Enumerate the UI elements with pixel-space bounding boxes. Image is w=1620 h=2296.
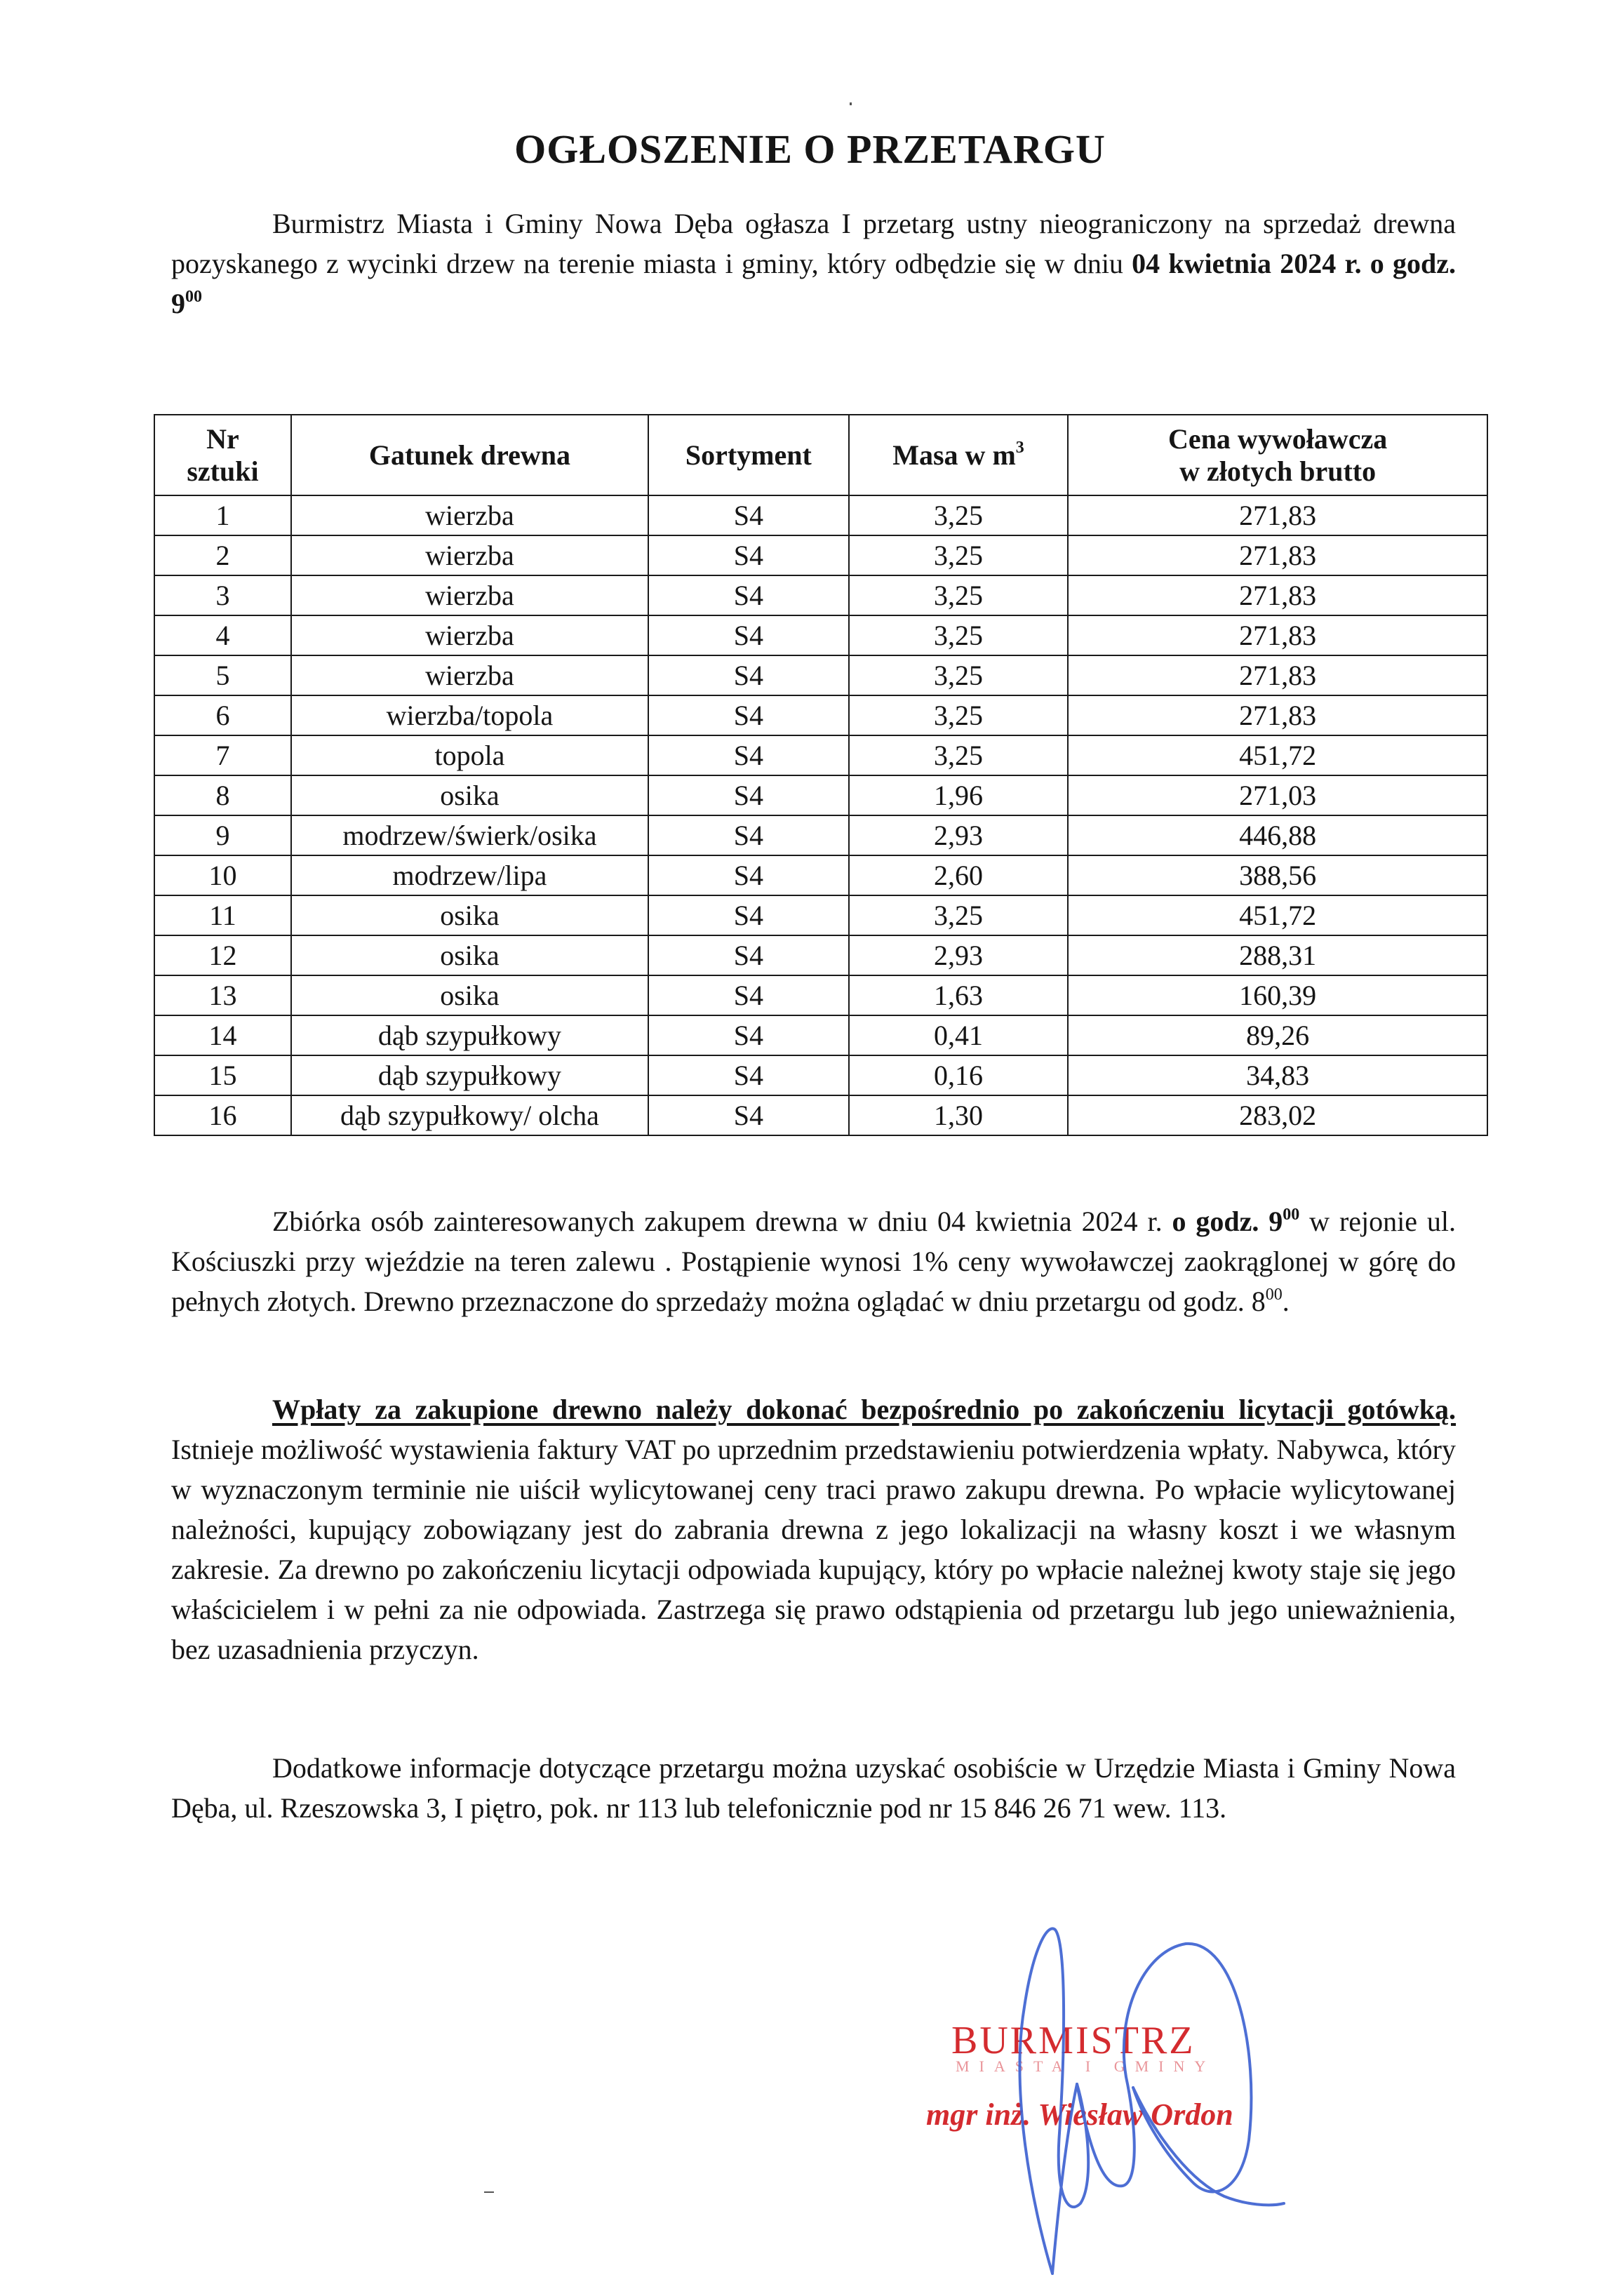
header-price: Cena wywoławcza w złotych brutto (1068, 415, 1487, 495)
cell-nr: 11 (154, 895, 291, 935)
cell-nr: 1 (154, 495, 291, 535)
header-mass: Masa w $m^3$ (849, 415, 1069, 495)
auction-time-minutes: 00 (185, 287, 202, 306)
cell-assortment: S4 (648, 815, 849, 855)
cell-assortment: S4 (648, 735, 849, 775)
cell-nr: 7 (154, 735, 291, 775)
cell-nr: 5 (154, 655, 291, 695)
cell-species: osika (291, 775, 648, 815)
auction-date: 04 kwietnia 2024 r. o godz. 9 (171, 248, 1456, 319)
cell-nr: 6 (154, 695, 291, 735)
cell-mass: 3,25 (849, 655, 1069, 695)
table-header-row (154, 415, 1487, 495)
cell-assortment: S4 (648, 1095, 849, 1135)
cell-price: 160,39 (1068, 975, 1487, 1015)
cell-species: modrzew/lipa (291, 855, 648, 895)
cell-assortment: S4 (648, 575, 849, 615)
signature-icon (982, 1909, 1291, 2288)
intro-paragraph (171, 203, 1456, 323)
cell-mass: 3,25 (849, 695, 1069, 735)
table-row (154, 695, 1487, 735)
cell-species: topola (291, 735, 648, 775)
table-row (154, 1055, 1487, 1095)
cell-mass: 1,30 (849, 1095, 1069, 1135)
stamp-title: BURMISTRZ (951, 2019, 1196, 2062)
cell-price: 271,83 (1068, 695, 1487, 735)
table-row (154, 535, 1487, 575)
table-row (154, 1015, 1487, 1055)
cell-mass: 3,25 (849, 575, 1069, 615)
table-row (154, 495, 1487, 535)
scan-speck (850, 102, 852, 105)
cell-price: 89,26 (1068, 1015, 1487, 1055)
table-row (154, 1095, 1487, 1135)
cell-species: wierzba (291, 535, 648, 575)
cell-species: wierzba (291, 575, 648, 615)
cell-mass: 1,96 (849, 775, 1069, 815)
payment-notice: Wpłaty za zakupione drewno należy dokonać bezpośrednio po zakończeniu licytacji gotówką. (272, 1394, 1456, 1425)
cell-mass: 1,63 (849, 975, 1069, 1015)
cell-nr: 12 (154, 935, 291, 975)
page-title: OGŁOSZENIE O PRZETARGU (514, 126, 1106, 172)
cell-assortment: S4 (648, 975, 849, 1015)
cell-price: 271,83 (1068, 615, 1487, 655)
cell-mass: 0,41 (849, 1015, 1069, 1055)
cell-nr: 4 (154, 615, 291, 655)
stamp-name: mgr inż. Wiesław Ordon (926, 2097, 1233, 2132)
table-row (154, 975, 1487, 1015)
cell-assortment: S4 (648, 495, 849, 535)
gathering-paragraph: Zbiórka osób zainteresowanych zakupem drewna w dniu 04 kwietnia 2024 r. o godz. $9^{00}$ w rejonie ul. Kościuszki przy wjeździe na teren zalewu . Postąpienie wynosi 1% ceny wywoławczej zaokrąglonej w górę do pełnych złotych. Drewno przeznaczone do sprzedaży można oglądać w dniu przetargu od godz. $8^{00}$. (171, 1205, 1456, 1317)
cell-species: osika (291, 975, 648, 1015)
cell-assortment: S4 (648, 1015, 849, 1055)
header-assortment: Sortyment (648, 415, 849, 495)
cell-price: 446,88 (1068, 815, 1487, 855)
table-row (154, 655, 1487, 695)
cell-nr: 13 (154, 975, 291, 1015)
header-species: Gatunek drewna (291, 415, 648, 495)
cell-assortment: S4 (648, 655, 849, 695)
cell-price: 451,72 (1068, 735, 1487, 775)
cell-species: osika (291, 895, 648, 935)
cell-nr: 14 (154, 1015, 291, 1055)
cell-mass: 2,93 (849, 935, 1069, 975)
cell-nr: 8 (154, 775, 291, 815)
cell-assortment: S4 (648, 615, 849, 655)
viewing-time-minutes: 00 (1265, 1285, 1283, 1304)
cell-price: 271,83 (1068, 655, 1487, 695)
cell-assortment: S4 (648, 535, 849, 575)
cell-nr: 10 (154, 855, 291, 895)
cell-mass: 3,25 (849, 495, 1069, 535)
scan-speck (484, 2191, 494, 2193)
cell-mass: 0,16 (849, 1055, 1069, 1095)
cell-price: 388,56 (1068, 855, 1487, 895)
cell-species: dąb szypułkowy/ olcha (291, 1095, 648, 1135)
intro-text: Burmistrz Miasta i Gminy Nowa Dęba ogłasza I przetarg ustny nieograniczony na sprzedaż drewna pozyskanego z wycinki drzew na terenie miasta i gminy, który odbędzie się w dniu (171, 208, 1456, 279)
cell-price: 271,83 (1068, 575, 1487, 615)
cell-mass: 3,25 (849, 735, 1069, 775)
cell-price: 271,03 (1068, 775, 1487, 815)
cell-assortment: S4 (648, 775, 849, 815)
cell-nr: 3 (154, 575, 291, 615)
cell-nr: 2 (154, 535, 291, 575)
cell-species: dąb szypułkowy (291, 1015, 648, 1055)
cell-assortment: S4 (648, 1055, 849, 1095)
cell-price: 34,83 (1068, 1055, 1487, 1095)
cell-nr: 15 (154, 1055, 291, 1095)
cell-nr: 16 (154, 1095, 291, 1135)
gathering-time: o godz. 9 (1172, 1206, 1283, 1237)
cell-assortment: S4 (648, 895, 849, 935)
cell-mass: 2,93 (849, 815, 1069, 855)
cell-mass: 3,25 (849, 895, 1069, 935)
stamp-subtitle: MIASTA I GMINY (956, 2057, 1216, 2075)
cell-species: wierzba (291, 495, 648, 535)
cell-price: 288,31 (1068, 935, 1487, 975)
cell-price: 451,72 (1068, 895, 1487, 935)
table-row (154, 815, 1487, 855)
contact-paragraph: Dodatkowe informacje dotyczące przetargu można uzyskać osobiście w Urzędzie Miasta i Gminy Nowa Dęba, ul. Rzeszowska 3, I piętro, pok. nr 113 lub telefonicznie pod nr 15 846 26 71 wew. 113. (171, 1752, 1456, 1824)
table-row (154, 935, 1487, 975)
cell-species: wierzba (291, 655, 648, 695)
cell-assortment: S4 (648, 855, 849, 895)
payment-paragraph: Wpłaty za zakupione drewno należy dokonać bezpośrednio po zakończeniu licytacji gotówką. Istnieje możliwość wystawienia faktury VAT po uprzednim przedstawieniu potwierdzenia wpłaty. Nabywca, który w wyznaczonym terminie nie uiścił wylicytowanej ceny traci prawo zakupu drewna. Po wpłacie wylicytowanej należności, kupujący zobowiązany jest do zabrania drewna z jego lokalizacji na własny koszt i we własnym zakresie. Za drewno po zakończeniu licytacji odpowiada kupujący, który po wpłacie należnej kwoty staje się jego właścicielem i w pełni za nie odpowiada. Zastrzega się prawo odstąpienia od przetargu lub jego unieważnienia, bez uzasadnienia przyczyn. (171, 1394, 1456, 1665)
cell-mass: 2,60 (849, 855, 1069, 895)
table-row (154, 575, 1487, 615)
cell-species: wierzba (291, 615, 648, 655)
table-row (154, 775, 1487, 815)
cell-price: 271,83 (1068, 495, 1487, 535)
cell-species: osika (291, 935, 648, 975)
table-row (154, 855, 1487, 895)
table-row (154, 895, 1487, 935)
table-row (154, 615, 1487, 655)
cell-nr: 9 (154, 815, 291, 855)
cell-species: wierzba/topola (291, 695, 648, 735)
cell-species: dąb szypułkowy (291, 1055, 648, 1095)
cell-price: 283,02 (1068, 1095, 1487, 1135)
cell-species: modrzew/świerk/osika (291, 815, 648, 855)
timber-lots-table (154, 414, 1488, 1136)
cell-mass: 3,25 (849, 615, 1069, 655)
cell-assortment: S4 (648, 935, 849, 975)
cell-assortment: S4 (648, 695, 849, 735)
cell-mass: 3,25 (849, 535, 1069, 575)
cell-price: 271,83 (1068, 535, 1487, 575)
table-row (154, 735, 1487, 775)
header-nr: Nr sztuki (154, 415, 291, 495)
